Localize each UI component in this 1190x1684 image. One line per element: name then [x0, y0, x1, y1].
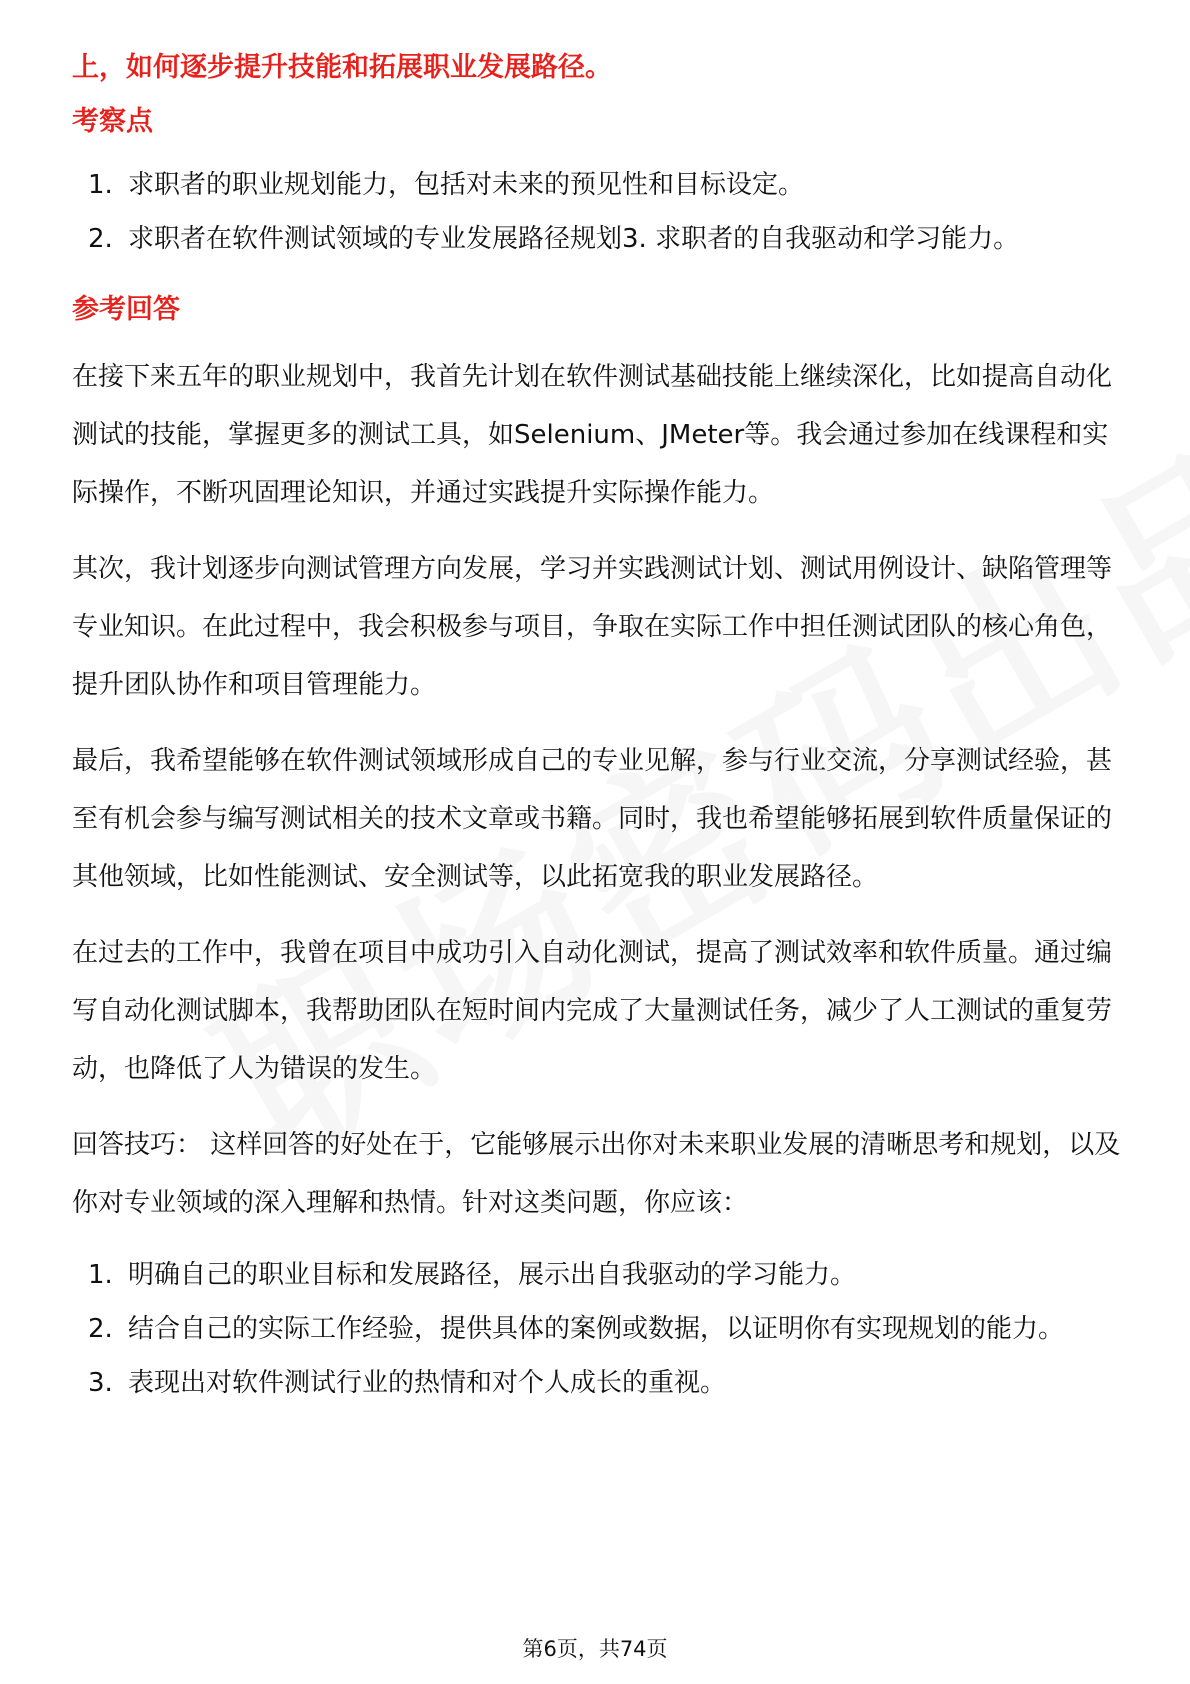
page-footer: 第6页，共74页: [522, 1637, 668, 1661]
paragraph-answer-tips: 回答技巧： 这样回答的好处在于，它能够展示出你对未来职业发展的清晰思考和规划，以及你对专业领域的深入理解和热情。针对这类问题，你应该：: [72, 1130, 1121, 1218]
list-item-text: 表现出对软件测试行业的热情和对个人成长的重视。: [128, 1368, 727, 1398]
list-number: 2.: [88, 1314, 113, 1344]
intro-heading: 上，如何逐步提升技能和拓展职业发展路径。: [72, 52, 612, 83]
list-item: [72, 158, 1122, 212]
list-item-text: 求职者的职业规划能力，包括对未来的预见性和目标设定。: [128, 170, 805, 200]
list-item: [72, 212, 1122, 266]
section-title-exam-points: 考察点: [72, 106, 153, 137]
tips-list: [72, 1248, 1122, 1410]
list-item: [72, 1356, 1122, 1410]
paragraph: 其次，我计划逐步向测试管理方向发展，学习并实践测试计划、测试用例设计、缺陷管理等专业知识。在此过程中，我会积极参与项目，争取在实际工作中担任测试团队的核心角色，提升团队协作和项目管理能力。: [72, 554, 1113, 700]
list-item-text: 结合自己的实际工作经验，提供具体的案例或数据，以证明你有实现规划的能力。: [128, 1314, 1065, 1344]
list-number: 2.: [88, 224, 113, 254]
list-item: [72, 1248, 1122, 1302]
exam-points-list: [72, 158, 1122, 266]
document-page: [72, 48, 1122, 1410]
paragraph: 在过去的工作中，我曾在项目中成功引入自动化测试，提高了测试效率和软件质量。通过编写自动化测试脚本，我帮助团队在短时间内完成了大量测试任务，减少了人工测试的重复劳动，也降低了人为错误的发生。: [72, 938, 1113, 1084]
paragraph: 最后，我希望能够在软件测试领域形成自己的专业见解，参与行业交流，分享测试经验，甚至有机会参与编写测试相关的技术文章或书籍。同时，我也希望能够拓展到软件质量保证的其他领域，比如性能测试、安全测试等，以此拓宽我的职业发展路径。: [72, 746, 1113, 892]
list-item-text: 求职者在软件测试领域的专业发展路径规划3. 求职者的自我驱动和学习能力。: [128, 224, 1020, 254]
section-title-reference-answer: 参考回答: [72, 294, 180, 325]
list-item-text: 明确自己的职业目标和发展路径，展示出自我驱动的学习能力。: [128, 1260, 857, 1290]
paragraph: 在接下来五年的职业规划中，我首先计划在软件测试基础技能上继续深化，比如提高自动化测试的技能，掌握更多的测试工具，如Selenium、JMeter等。我会通过参加在线课程和实际操作，不断巩固理论知识，并通过实践提升实际操作能力。: [72, 362, 1113, 508]
list-number: 1.: [88, 1260, 113, 1290]
list-item: [72, 1302, 1122, 1356]
list-number: 3.: [88, 1368, 113, 1398]
list-number: 1.: [88, 170, 113, 200]
